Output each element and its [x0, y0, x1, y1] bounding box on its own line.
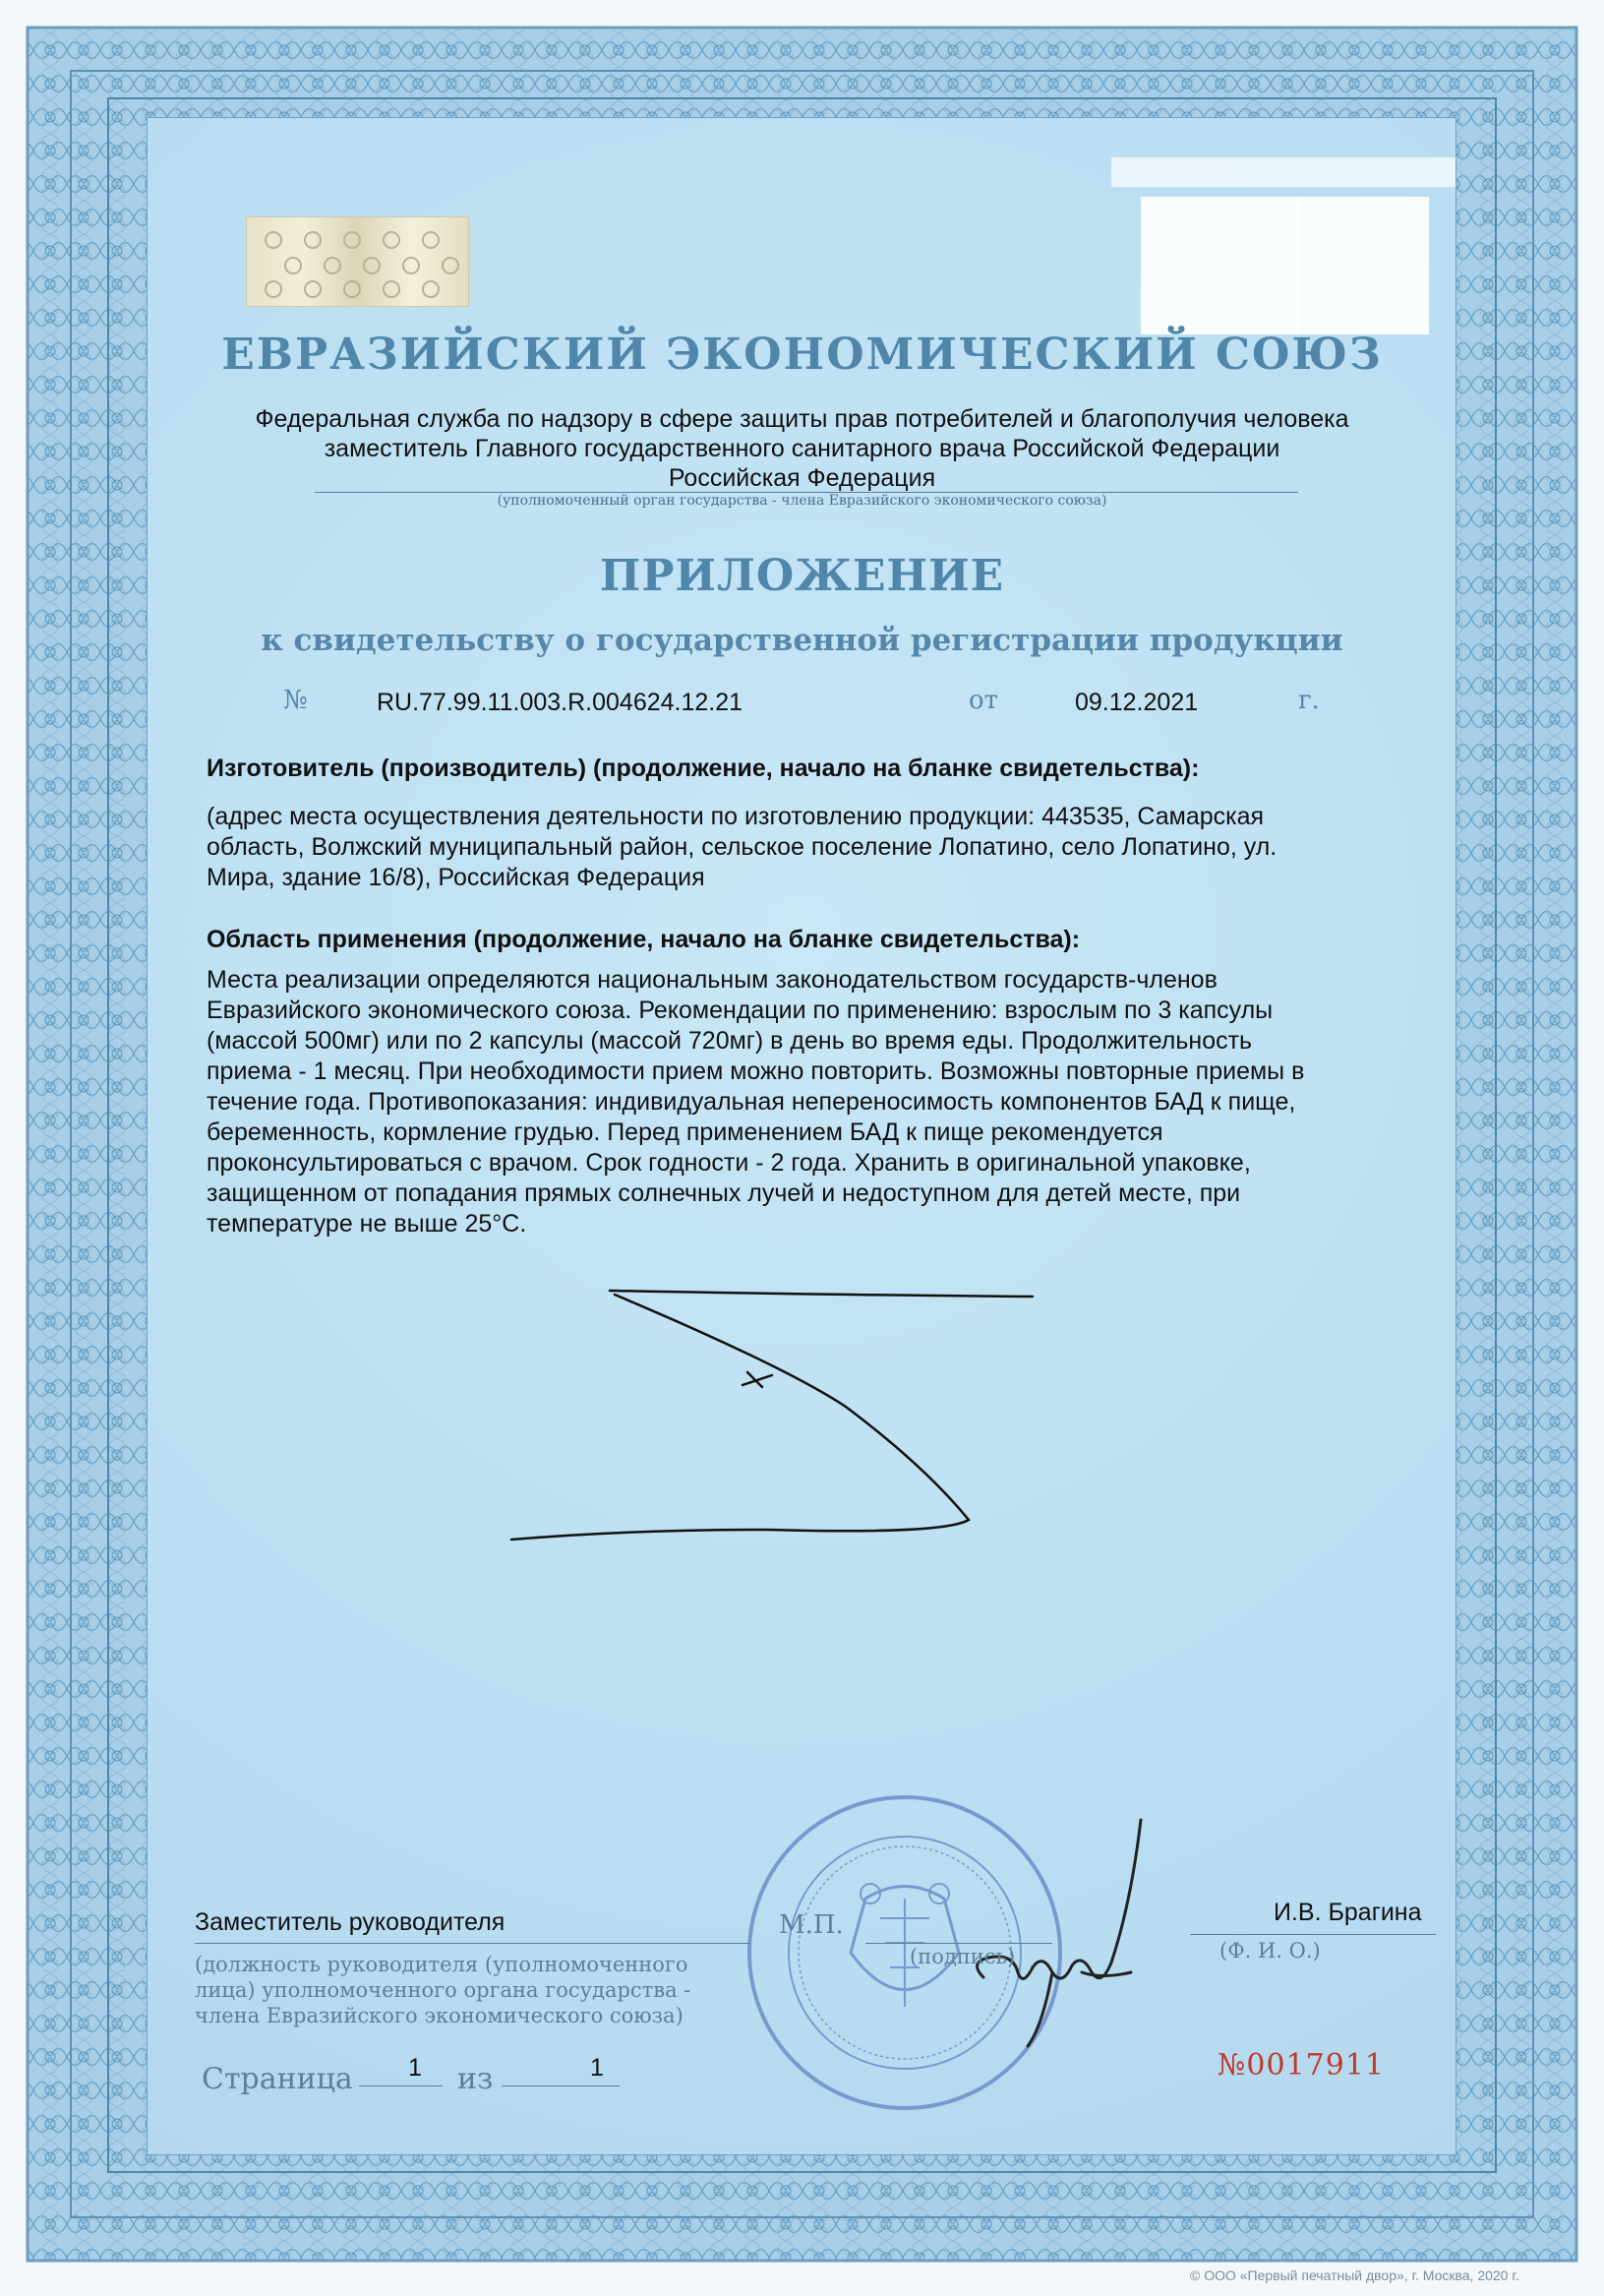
scope-line: Евразийского экономического союза. Рекомендации по применению: взрослым по 3 капсулы: [207, 997, 1274, 1024]
scope-line: проконсультироваться с врачом. Срок годности - 2 года. Хранить в оригинальной упаковке,: [207, 1149, 1251, 1177]
name-caption: (Ф. И. О.): [1219, 1939, 1321, 1963]
authority-caption: (уполномоченный орган государства - члена Евразийского экономического союза): [497, 493, 1107, 509]
authority-line-1: Федеральная служба по надзору в сфере защиты прав потребителей и благополучия человека: [255, 405, 1349, 433]
page-total-rule: [502, 2085, 620, 2086]
scope-line: приема - 1 месяц. При необходимости прием можно повторить. Возможны повторные приемы в: [207, 1057, 1305, 1085]
authority-line-2: заместитель Главного государственного санитарного врача Российской Федерации: [324, 435, 1280, 462]
page-label: Страница: [202, 2062, 353, 2096]
signature-caption: (подпись): [910, 1945, 1016, 1968]
cancellation-z-mark: [511, 1291, 1033, 1540]
page-current: 1: [408, 2054, 422, 2082]
union-title: ЕВРАЗИЙСКИЙ ЭКОНОМИЧЕСКИЙ СОЮЗ: [221, 330, 1383, 380]
position-caption-line: (должность руководителя (уполномоченного: [195, 1953, 688, 1976]
name-rule: [1190, 1934, 1436, 1935]
authority-line-3: Российская Федерация: [668, 464, 936, 492]
year-suffix: г.: [1298, 686, 1320, 715]
page-total: 1: [590, 2054, 604, 2082]
scope-line: защищенном от попадания прямых солнечных лучей и недоступном для детей месте, при: [207, 1179, 1241, 1207]
document-subtitle: к свидетельству о государственной регистрации продукции: [261, 623, 1343, 658]
scope-line: температуре не выше 25°С.: [207, 1210, 527, 1238]
date-label: от: [969, 686, 999, 715]
stamp-mark: М.П.: [779, 1910, 844, 1940]
manufacturer-heading: Изготовитель (производитель) (продолжение, начало на бланке свидетельства):: [207, 755, 1200, 782]
manufacturer-line: Мира, здание 16/8), Российская Федерация: [207, 864, 705, 891]
number-label: №: [283, 686, 308, 715]
page-current-rule: [359, 2085, 443, 2086]
manufacturer-line: область, Волжский муниципальный район, сельское поселение Лопатино, село Лопатино, ул.: [207, 833, 1277, 861]
scope-line: Места реализации определяются национальным законодательством государств-членов: [207, 966, 1218, 994]
manufacturer-line: (адрес места осуществления деятельности по изготовлению продукции: 443535, Самарская: [207, 803, 1265, 830]
position-rule: [195, 1943, 750, 1944]
registration-number: RU.77.99.11.003.R.004624.12.21: [377, 689, 743, 716]
serial-number: №0017911: [1218, 2048, 1385, 2083]
signatory-position: Заместитель руководителя: [195, 1908, 505, 1936]
position-caption-line: лица) уполномоченного органа государства -: [195, 1978, 691, 2002]
signatory-name: И.В. Брагина: [1274, 1899, 1422, 1926]
position-caption: [195, 1952, 690, 2028]
registration-date: 09.12.2021: [1075, 689, 1199, 716]
page-of-label: из: [457, 2062, 494, 2096]
scope-line: течение года. Противопоказания: индивидуальная непереносимость компонентов БАД к пище,: [207, 1088, 1296, 1116]
position-caption-line: члена Евразийского экономического союза): [195, 2004, 683, 2027]
scope-heading: Область применения (продолжение, начало на бланке свидетельства):: [207, 926, 1081, 953]
document-title: ПРИЛОЖЕНИЕ: [599, 551, 1005, 601]
scope-line: (массой 500мг) или по 2 капсулы (массой 720мг) в день во время еды. Продолжительность: [207, 1027, 1253, 1055]
scope-line: беременность, кормление грудью. Перед применением БАД к пище рекомендуется: [207, 1118, 1163, 1146]
printer-footer: © ООО «Первый печатный двор», г. Москва, 2020 г.: [1190, 2267, 1519, 2283]
